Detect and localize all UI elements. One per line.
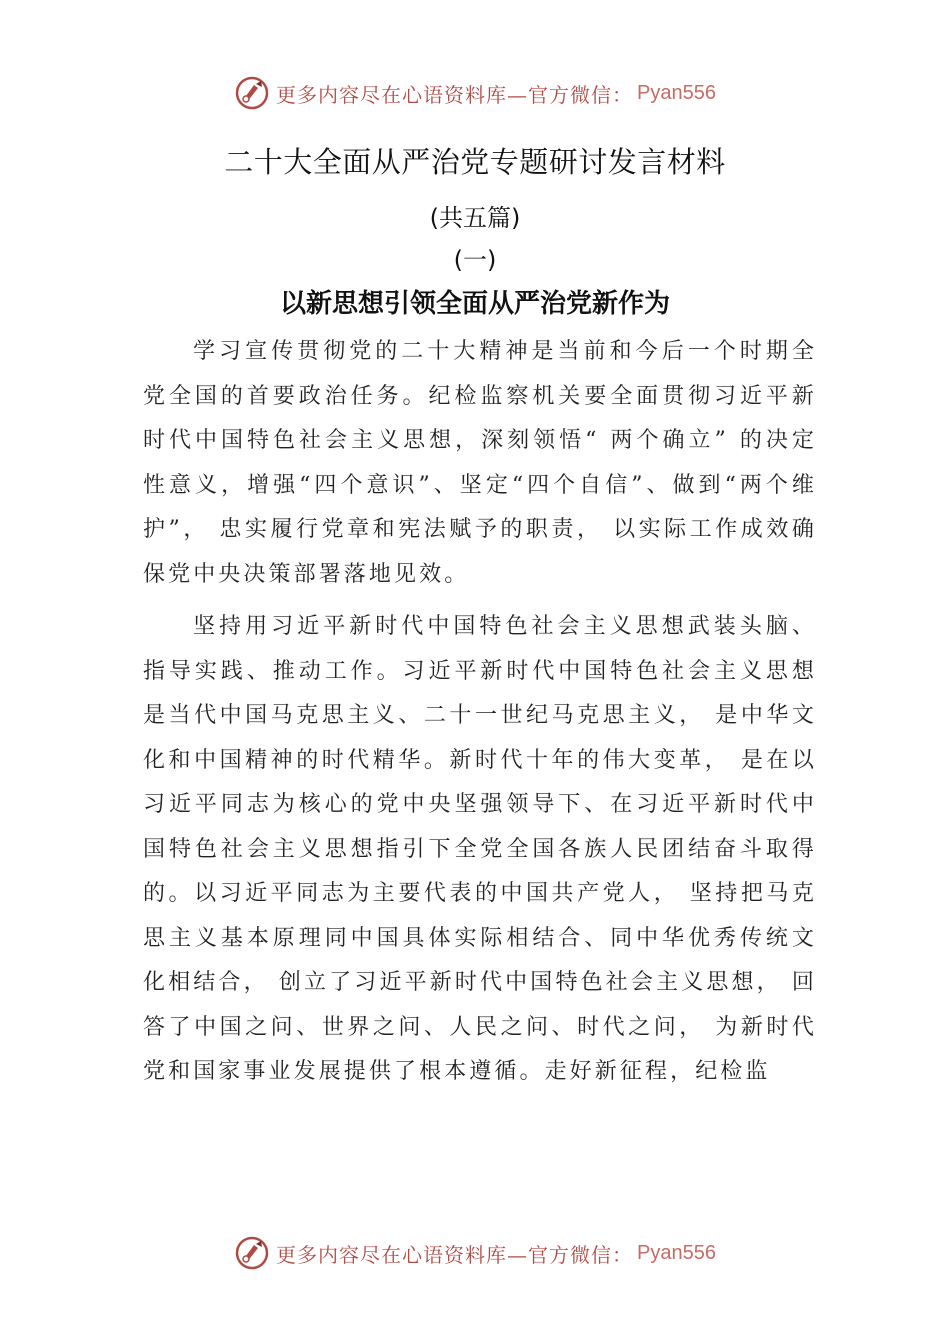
body-paragraph: 坚持用习近平新时代中国特色社会主义思想武装头脑、指导实践、推动工作。习近平新时代中国特色社会主义思想是当代中国马克思主义、二十一世纪马克思主义， 是中华文化和中国精神的时代精华。新时代十年的伟大变革， 是在以习近平同志为核心的党中央坚强领导下、在习近平新时代中国特色社会主义思想指引下全党全国各族人民团结奋斗取得的。以习近平同志为主要代表的中国共产党人， 坚持把马克思主义基本原理同中国具体实际相结合、同中华优秀传统文化相结合， 创立了习近平新时代中国特色社会主义思想， 回答了中国之问、世界之问、人民之问、时代之问， 为新时代党和国家事业发展提供了根本遵循。走好新征程，纪检监 bbox=[143, 614, 817, 1084]
brand-logo-icon bbox=[234, 1235, 270, 1271]
document-title: 二十大全面从严治党专题研讨发言材料 bbox=[224, 145, 726, 179]
brand-logo-icon bbox=[234, 75, 270, 111]
article-count-note: (共五篇) bbox=[429, 204, 521, 232]
section-number: (一) bbox=[453, 246, 497, 274]
footer-banner bbox=[0, 1228, 950, 1278]
banner-wechat-id: Pyan556 bbox=[637, 81, 716, 104]
document-body bbox=[143, 330, 817, 1095]
section-title: 以新思想引领全面从严治党新作为 bbox=[279, 289, 670, 319]
banner-text: 更多内容尽在心语资料库—官方微信： bbox=[276, 1242, 634, 1267]
body-paragraph: 学习宣传贯彻党的二十大精神是当前和今后一个时期全党全国的首要政治任务。纪检监察机关要全面贯彻习近平新时代中国特色社会主义思想，深刻领悟“ 两个确立” 的决定性意义，增强“四个意识”、坚定“四个自信”、做到“两个维护”， 忠实履行党章和宪法赋予的职责， 以实际工作成效确保党中央决策部署落地见效。 bbox=[143, 339, 817, 587]
banner-wechat-id: Pyan556 bbox=[637, 1241, 716, 1264]
banner-text: 更多内容尽在心语资料库—官方微信： bbox=[276, 82, 634, 107]
header-banner bbox=[0, 68, 950, 118]
